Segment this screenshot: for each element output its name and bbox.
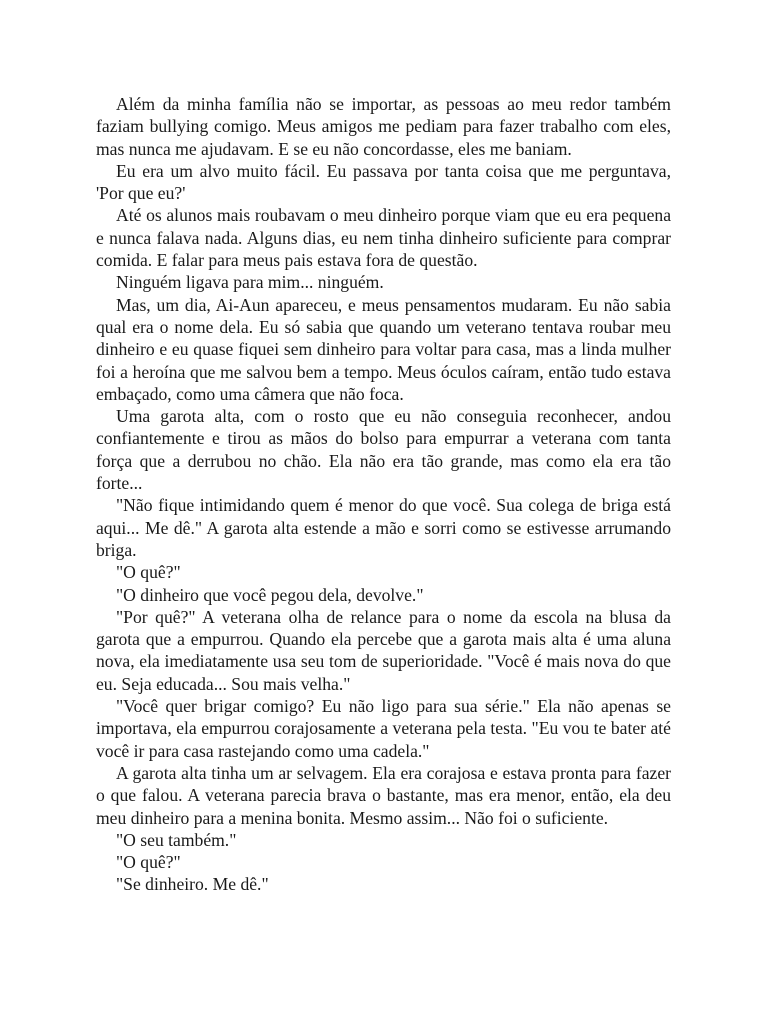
paragraph: "O quê?" (116, 562, 181, 583)
paragraph: "Não fique intimidando quem é menor do que você. Sua colega de briga está aqui... Me dê." A garota alta estende a mão e sorri como se estivesse arrumando briga. (96, 495, 671, 560)
paragraph: Uma garota alta, com o rosto que eu não conseguia reconhecer, andou confiantemente e tirou as mãos do bolso para empurrar a veterana com tanta força que a derrubou no chão. Ela não era tão grande, mas como ela era tão forte... (96, 406, 671, 494)
paragraph: Além da minha família não se importar, as pessoas ao meu redor também faziam bullying comigo. Meus amigos me pediam para fazer trabalho com eles, mas nunca me ajudavam. E se eu não concordasse, eles me baniam. (96, 94, 671, 159)
paragraph: "Você quer brigar comigo? Eu não ligo para sua série." Ela não apenas se importava, ela empurrou corajosamente a veterana pela testa. "Eu vou te bater até você ir para casa rastejando como uma cadela." (96, 696, 671, 761)
paragraph: Eu era um alvo muito fácil. Eu passava por tanta coisa que me perguntava, 'Por que eu?' (96, 160, 671, 204)
paragraph: "O dinheiro que você pegou dela, devolve." (116, 584, 424, 605)
paragraph: A garota alta tinha um ar selvagem. Ela era corajosa e estava pronta para fazer o que falou. A veterana parecia brava o bastante, mas era menor, então, ela deu meu dinheiro para a menina bonita. Mesmo assim... Não foi o suficiente. (96, 762, 671, 828)
paragraph: "Se dinheiro. Me dê." (116, 874, 269, 895)
paragraph: Até os alunos mais roubavam o meu dinheiro porque viam que eu era pequena e nunca falava nada. Alguns dias, eu nem tinha dinheiro suficiente para comprar comida. E falar para meus pais estava fora de questão. (96, 205, 671, 271)
document-page (96, 93, 671, 896)
paragraph: "Por quê?" A veterana olha de relance para o nome da escola na blusa da garota que a empurrou. Quando ela percebe que a garota mais alta é uma aluna nova, ela imediatamente usa seu tom de superioridade. "Você é mais nova do que eu. Seja educada... Sou mais velha." (96, 606, 671, 694)
paragraph: "O quê?" (116, 852, 181, 873)
paragraph: Mas, um dia, Ai-Aun apareceu, e meus pensamentos mudaram. Eu não sabia qual era o nome dela. Eu só sabia que quando um veterano tentava roubar meu dinheiro e eu quase fiquei sem dinheiro para voltar para casa, mas a linda mulher foi a heroína que me salvou bem a tempo. Meus óculos caíram, então tudo estava embaçado, como uma câmera que não foca. (96, 294, 671, 404)
paragraph: "O seu também." (116, 829, 237, 850)
paragraph: Ninguém ligava para mim... ninguém. (116, 272, 384, 293)
